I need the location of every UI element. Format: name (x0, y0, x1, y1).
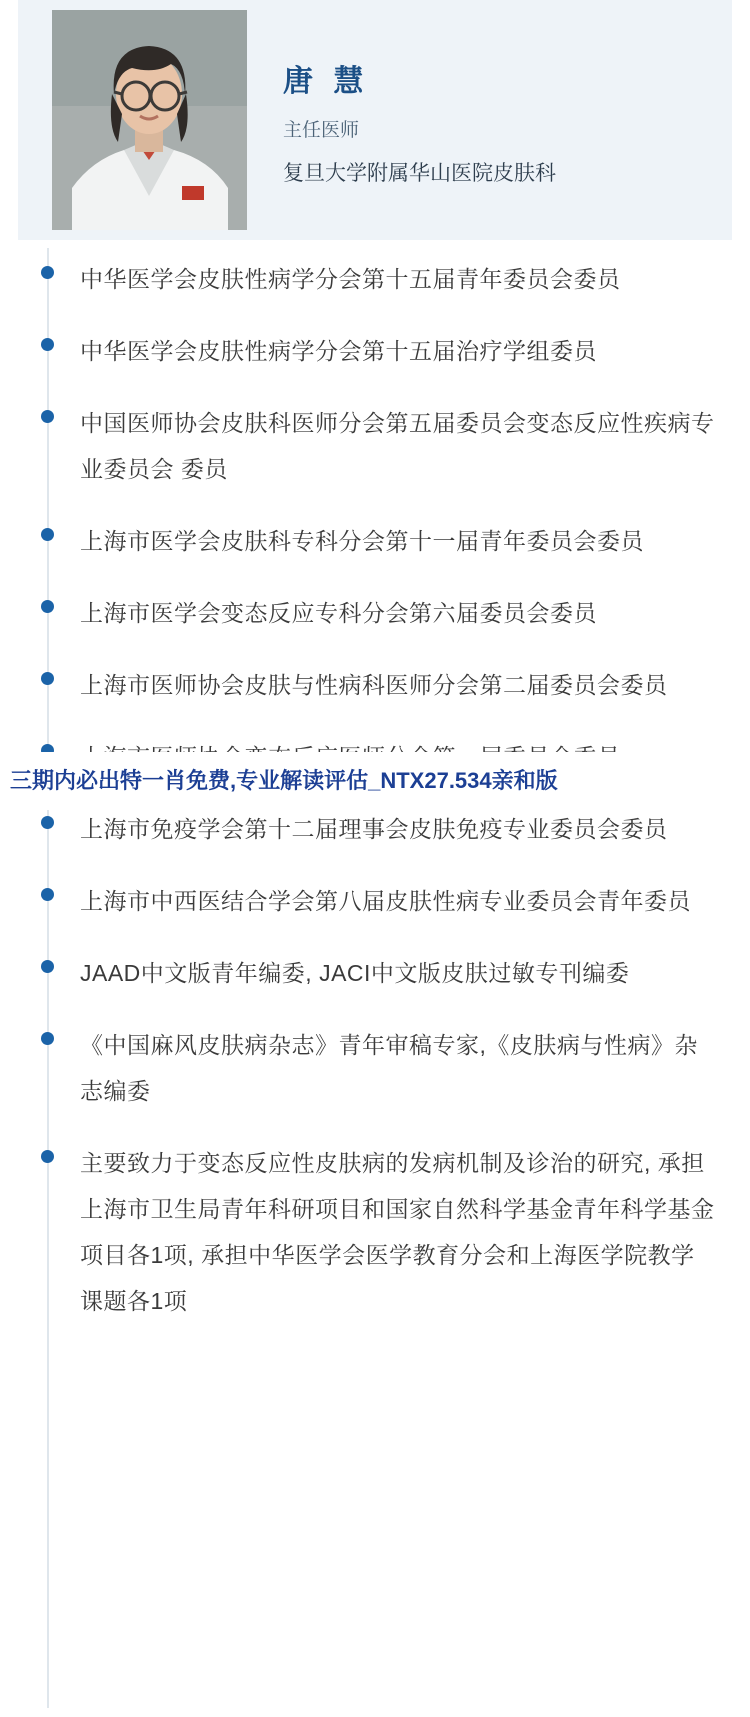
credential-text: 上海市免疫学会第十二届理事会皮肤免疫专业委员会委员 (80, 816, 668, 842)
doctor-department: 复旦大学附属华山医院皮肤科 (283, 162, 556, 185)
list-item (18, 400, 732, 492)
bullet-icon (41, 600, 54, 613)
bullet-icon (41, 1032, 54, 1045)
credential-text: 主要致力于变态反应性皮肤病的发病机制及诊治的研究, 承担上海市卫生局青年科研项目和国家自然科学基金青年科学基金项目各1项, 承担中华医学会医学教育分会和上海医学院教学课题各1项 (80, 1150, 715, 1314)
list-item (18, 950, 732, 996)
doctor-portrait (52, 10, 247, 230)
bullet-icon (41, 410, 54, 423)
doctor-title: 主任医师 (283, 120, 360, 141)
credential-text: 上海市医师协会皮肤与性病科医师分会第二届委员会委员 (80, 672, 668, 698)
doctor-header-card (18, 0, 732, 240)
bullet-icon (41, 888, 54, 901)
bullet-icon (41, 1150, 54, 1163)
list-item (18, 878, 732, 924)
credential-text: 上海市医学会变态反应专科分会第六届委员会委员 (80, 600, 597, 626)
list-item (18, 1022, 732, 1114)
credential-text: 中华医学会皮肤性病学分会第十五届治疗学组委员 (80, 338, 597, 364)
list-item (18, 256, 732, 302)
credential-text: 中国医师协会皮肤科医师分会第五届委员会变态反应性疾病专业委员会 委员 (80, 410, 715, 482)
bullet-icon (41, 528, 54, 541)
credential-text: 中华医学会皮肤性病学分会第十五届青年委员会委员 (80, 266, 621, 292)
credential-text: 《中国麻风皮肤病杂志》青年审稿专家,《皮肤病与性病》杂志编委 (80, 1032, 698, 1104)
list-item (18, 806, 732, 852)
bullet-icon (41, 338, 54, 351)
list-item (18, 662, 732, 708)
doctor-name: 唐 慧 (283, 65, 370, 98)
list-item (18, 590, 732, 636)
list-item (18, 328, 732, 374)
list-item (18, 1140, 732, 1324)
bullet-icon (41, 960, 54, 973)
credential-text: 上海市医学会皮肤科专科分会第十一届青年委员会委员 (80, 528, 644, 554)
watermark-text: 三期内必出特一肖免费,专业解读评估_NTX27.534亲和版 (10, 768, 558, 793)
watermark-banner (0, 752, 750, 810)
bullet-icon (41, 266, 54, 279)
bullet-icon (41, 672, 54, 685)
credential-text: 上海市中西医结合学会第八届皮肤性病专业委员会青年委员 (80, 888, 691, 914)
list-item (18, 518, 732, 564)
credential-text: JAAD中文版青年编委, JACI中文版皮肤过敏专刊编委 (80, 960, 630, 986)
bullet-icon (41, 816, 54, 829)
doctor-info (283, 62, 723, 190)
